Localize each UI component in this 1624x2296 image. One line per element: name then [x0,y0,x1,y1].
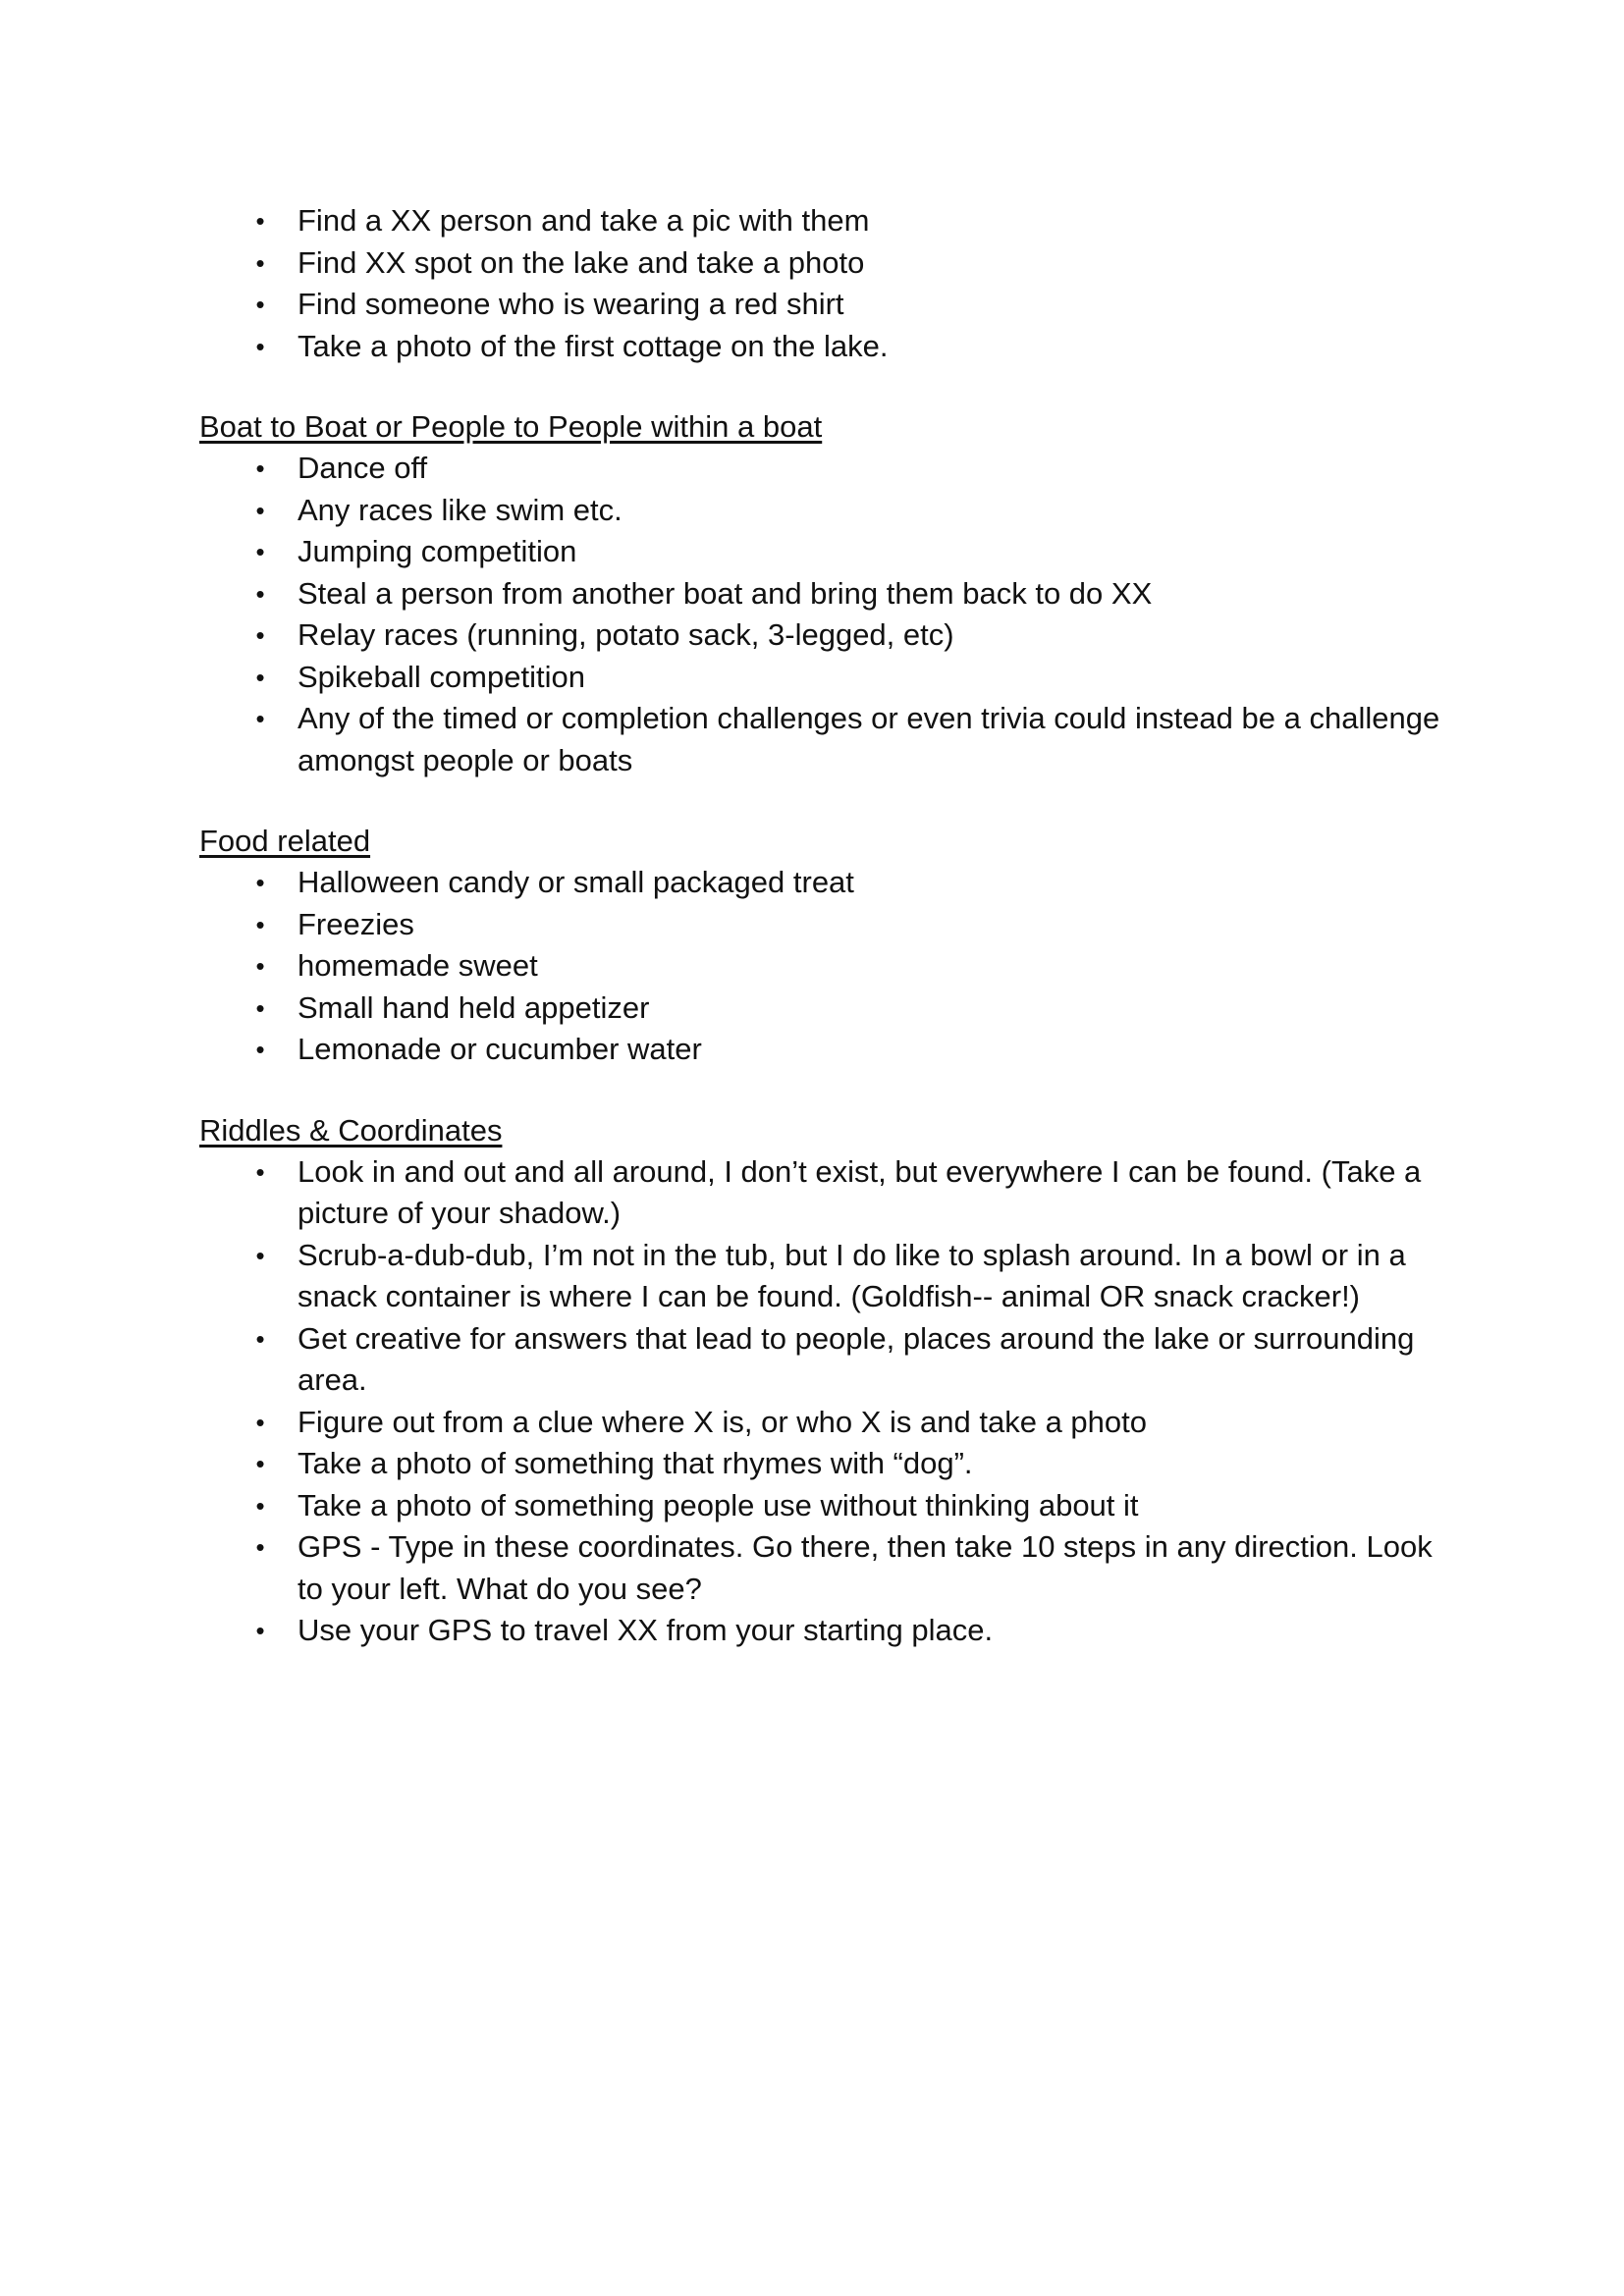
bullet-icon: • [255,1616,265,1645]
list-item [199,988,1456,1030]
list-item-text: Spikeball competition [298,659,585,694]
list-item [199,862,1456,904]
list-item [199,284,1456,326]
bullet-icon: • [255,247,265,278]
section-heading: Boat to Boat or People to People within a boat [199,409,823,444]
bullet-icon: • [255,206,265,236]
list-item-text: Look in and out and all around, I don’t exist, but everywhere I can be found. (Take a picture of your shadow.) [298,1153,1422,1230]
bullet-icon: • [255,454,265,483]
bullet-list [199,200,1456,367]
list-item [199,1235,1456,1318]
bullet-icon: • [255,909,265,939]
bullet-icon: • [255,495,265,525]
list-item [199,1151,1456,1235]
list-item-text: Take a photo of something that rhymes with “dog”. [298,1446,973,1480]
bullet-icon: • [255,578,265,609]
list-item [199,1029,1456,1071]
list-item-text: Figure out from a clue where X is, or who X is and take a photo [298,1404,1148,1439]
list-item [199,448,1456,490]
list-item-text: Take a photo of the first cottage on the lake. [298,328,889,363]
list-item-text: Jumping competition [298,534,577,568]
bullet-icon: • [255,620,265,650]
bullet-list [199,862,1456,1071]
bullet-icon: • [255,290,265,319]
list-item [199,326,1456,368]
bullet-list [199,1151,1456,1652]
list-item-text: Steal a person from another boat and bring them back to do XX [298,575,1153,611]
bullet-icon: • [255,868,265,897]
bullet-icon: • [255,1407,265,1437]
list-item [199,657,1456,699]
list-item-text: Any races like swim etc. [298,492,623,527]
bullet-icon: • [255,662,265,692]
list-item [199,1485,1456,1527]
list-item [199,531,1456,573]
list-item-text: Dance off [298,451,428,485]
list-item-text: Use your GPS to travel XX from your starting place. [298,1613,994,1647]
list-item-text: Halloween candy or small packaged treat [298,865,854,899]
list-item [199,945,1456,988]
list-item-text: Any of the timed or completion challenges or even trivia could instead be a challenge amongst people or boats [298,701,1440,777]
section [199,1109,1456,1652]
list-item-text: Get creative for answers that lead to people, places around the lake or surrounding area. [298,1320,1415,1397]
list-item [199,242,1456,285]
bullet-list [199,448,1456,781]
list-item-text: Take a photo of something people use without thinking about it [298,1487,1139,1522]
bullet-icon: • [255,1490,265,1521]
list-item [199,1402,1456,1444]
list-item [199,1443,1456,1485]
list-item-text: Small hand held appetizer [298,989,650,1025]
list-item [199,904,1456,946]
bullet-icon: • [255,537,265,566]
bullet-icon: • [255,331,265,361]
list-item [199,490,1456,532]
list-item-text: GPS - Type in these coordinates. Go there, then take 10 steps in any direction. Look to your left. What do you see? [298,1529,1433,1606]
list-item-text: Find XX spot on the lake and take a photo [298,244,865,280]
list-item [199,1318,1456,1402]
list-item-text: Lemonade or cucumber water [298,1032,702,1066]
bullet-icon: • [255,1323,265,1354]
section [199,200,1456,367]
document-body [199,200,1456,1652]
section [199,405,1456,781]
bullet-icon: • [255,992,265,1023]
bullet-icon: • [255,951,265,981]
list-item-text: homemade sweet [298,948,538,983]
list-item-text: Relay races (running, potato sack, 3-legged, etc) [298,617,954,652]
list-item [199,200,1456,242]
list-item-text: Scrub-a-dub-dub, I’m not in the tub, but I do like to splash around. In a bowl or in a snack container is where I can be found. (Goldfish-- animal OR snack cracker!) [298,1237,1406,1313]
bullet-icon: • [255,704,265,733]
section-heading: Riddles & Coordinates [199,1112,503,1148]
section-heading: Food related [199,824,371,858]
section [199,820,1456,1071]
list-item [199,1526,1456,1610]
list-item-text: Freezies [298,906,414,941]
bullet-icon: • [255,1156,265,1187]
bullet-icon: • [255,1240,265,1270]
list-item-text: Find a XX person and take a pic with them [298,203,870,238]
list-item [199,1610,1456,1652]
bullet-icon: • [255,1449,265,1478]
list-item [199,698,1456,781]
bullet-icon: • [255,1532,265,1562]
list-item [199,614,1456,657]
list-item-text: Find someone who is wearing a red shirt [298,287,844,321]
list-item [199,573,1456,615]
bullet-icon: • [255,1035,265,1064]
